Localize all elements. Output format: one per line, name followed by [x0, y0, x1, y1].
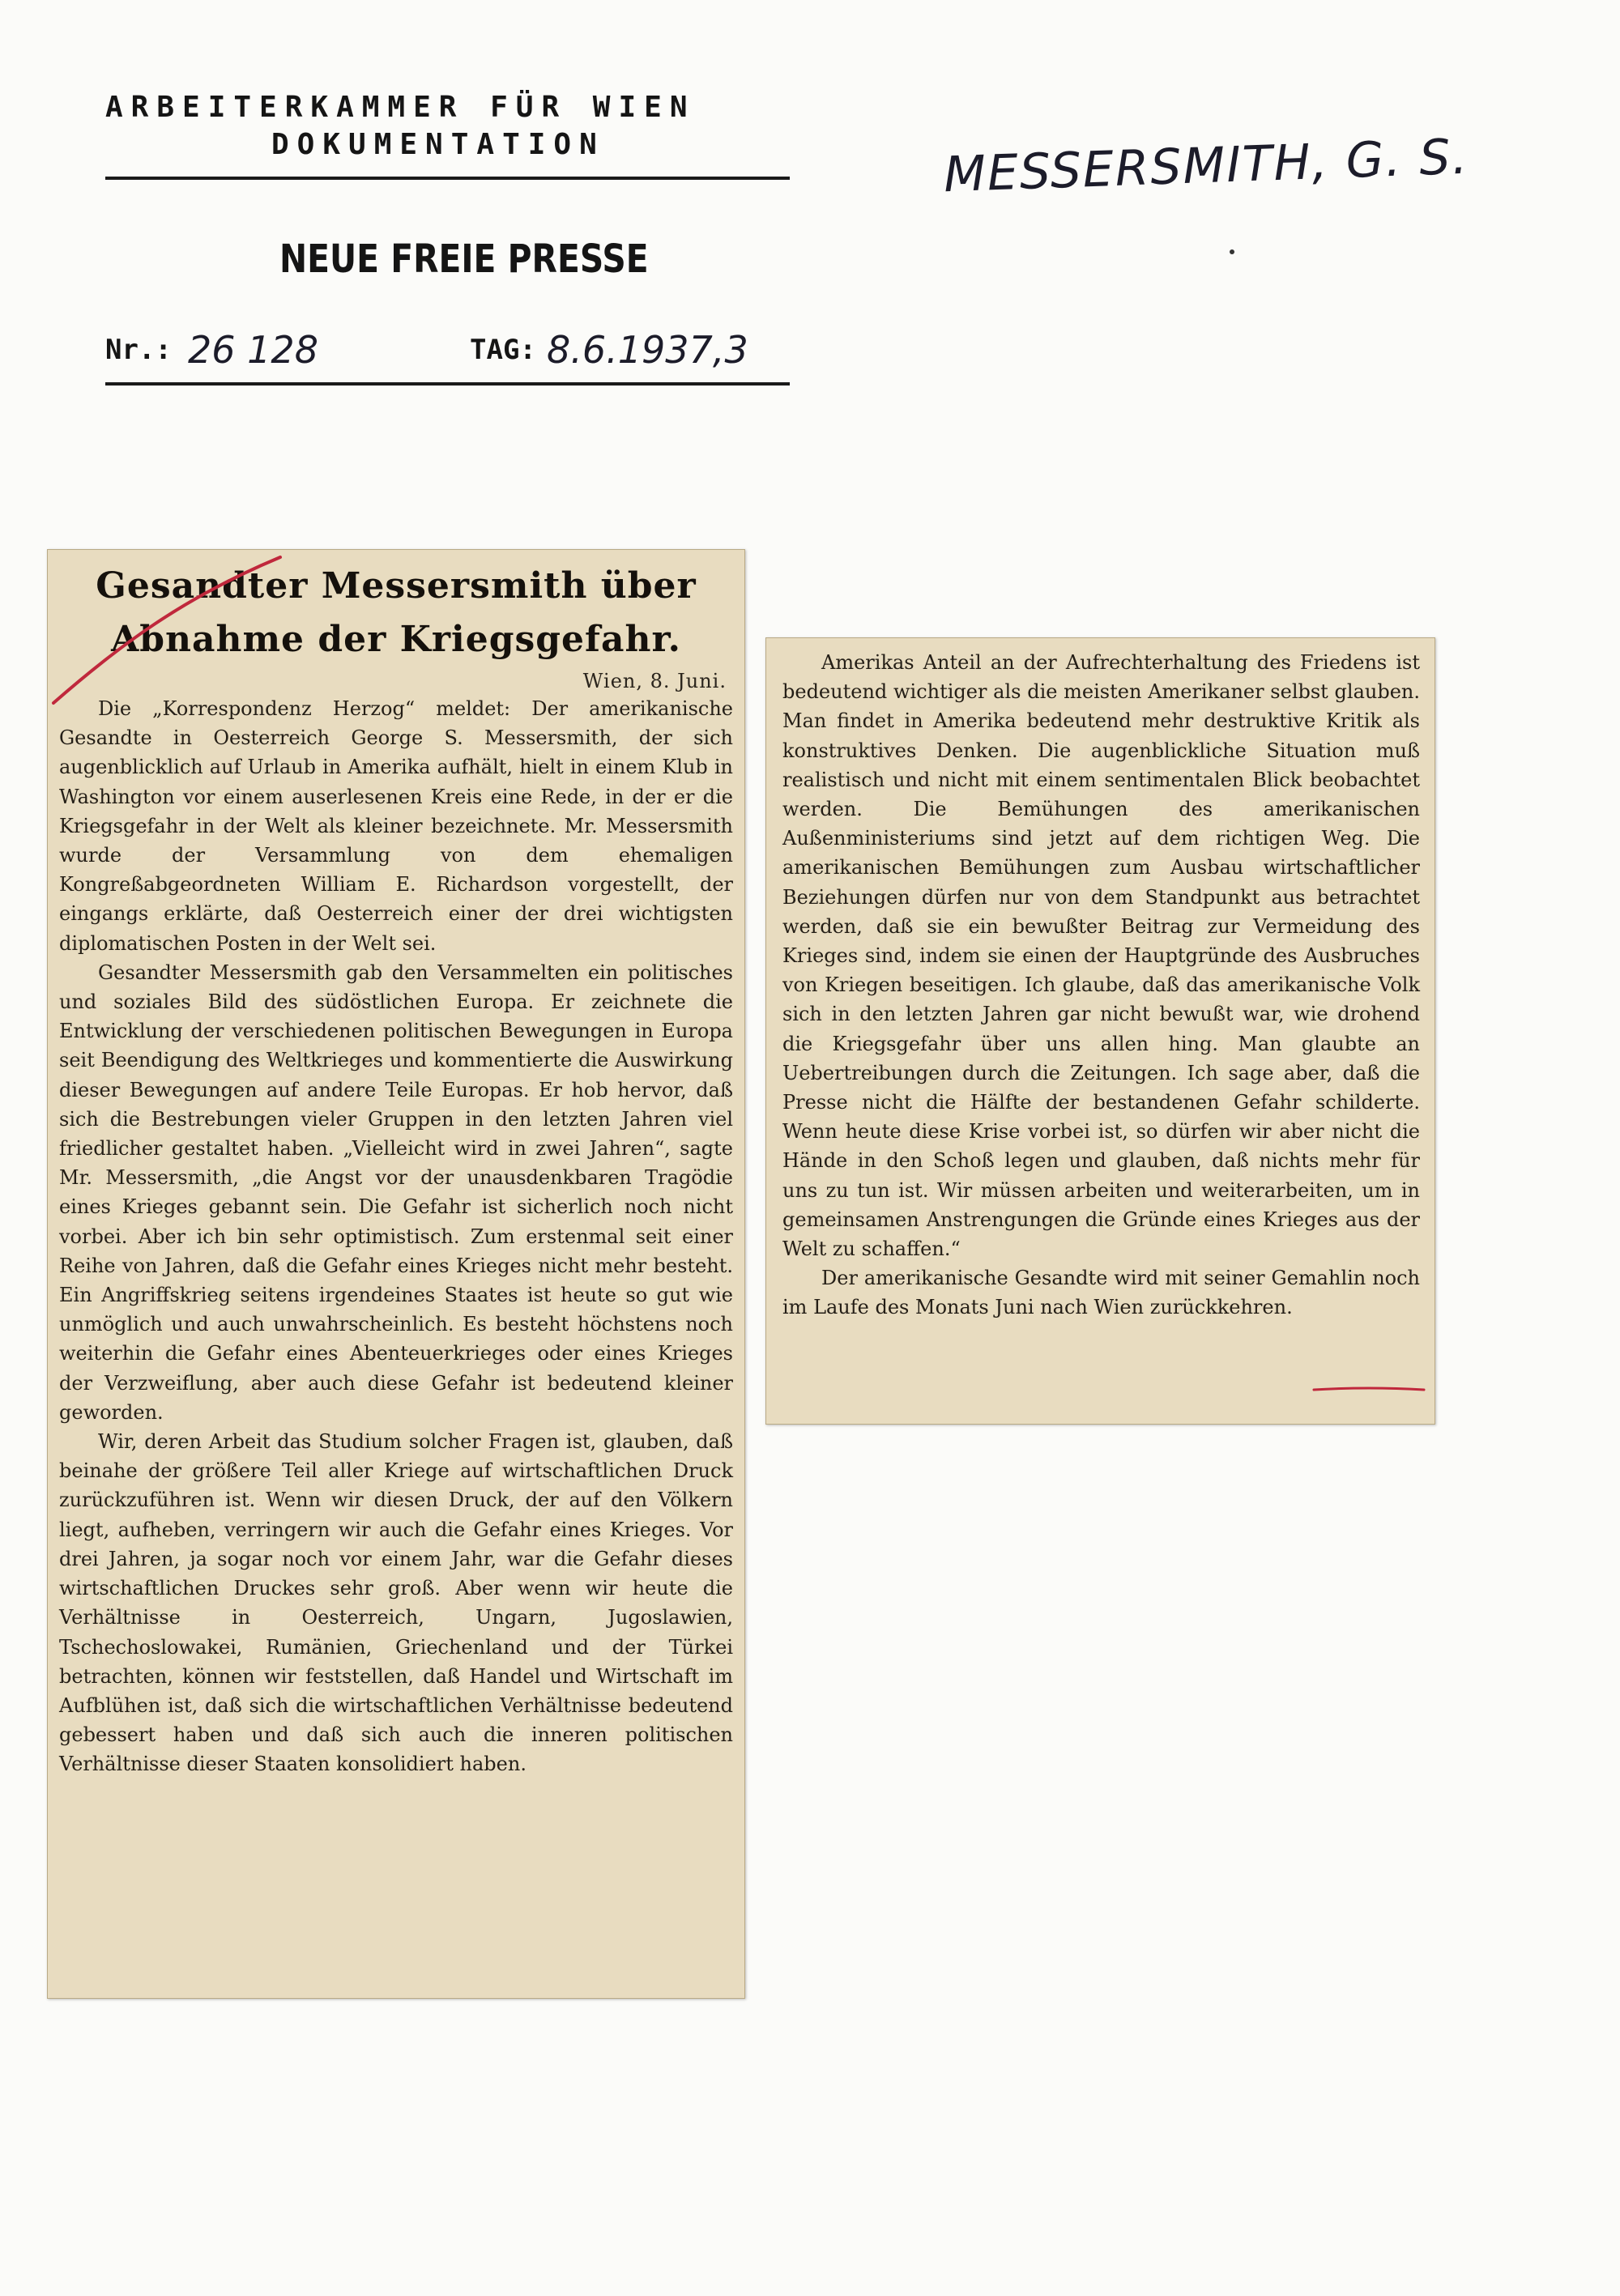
article-paragraph: Der amerikanische Gesandte wird mit seiner Gemahlin noch im Laufe des Monats Juni nach Wien zurückkehren. — [782, 1267, 1420, 1319]
issue-number-label: Nr.: — [105, 334, 172, 366]
article-body-left — [59, 694, 733, 1779]
handwritten-annotation: MESSERSMITH, G. S. — [942, 128, 1470, 204]
article-paragraph: Gesandter Messersmith gab den Versammelten ein politisches und soziales Bild des südöstlichen Europa. Er zeichnete die Entwicklung der verschiedenen politischen Bewegungen in Europa seit Beendigung des Weltkrieges und kommentierte die Auswirkung dieser Bewegungen auf andere Teile Europas. Er hob hervor, daß sich die Bestrebungen vieler Gruppen in den letzten Jahren viel friedlicher gestaltet haben. „Vielleicht wird in zwei Jahren“, sagte Mr. Messersmith, „die Angst vor der unausdenkbaren Tragödie eines Krieges gebannt sein. Die Gefahr ist sicherlich noch nicht vorbei. Aber ich bin sehr optimistisch. Zum erstenmal seit einer Reihe von Jahren, daß die Gefahr eines Krieges nicht mehr besteht. Ein Angriffskrieg seitens irgendeines Staates ist heute so gut wie unmöglich und auch unwahrscheinlich. Es besteht höchstens noch weiterhin die Gefahr eines Abenteuerkrieges oder eines Krieges der Verzweiflung, aber auch diese Gefahr ist bedeutend kleiner geworden. — [59, 961, 733, 1424]
stamp-divider-bottom — [105, 382, 790, 386]
article-paragraph: Amerikas Anteil an der Aufrechterhaltung des Friedens ist bedeutend wichtiger als die meisten Amerikaner selbst glauben. Man findet in Amerika bedeutend mehr destruktive Kritik als konstruktives Denken. Die augenblickliche Situation muß realistisch und nicht mit einem sentimentalen Blick beobachtet werden. Die Bemühungen des amerikanischen Außenministeriums sind jetzt auf dem richtigen Weg. Die amerikanischen Bemühungen zum Ausbau wirtschaftlicher Beziehungen dürfen nur von dem Standpunkt aus betrachtet werden, daß sie ein bewußter Beitrag zur Vermeidung des Krieges sind, indem sie einen der Hauptgründe des Ausbruches von Kriegen beseitigen. Ich glaube, daß das amerikanische Volk sich in den letzten Jahren gar nicht bewußt war, wie drohend die Kriegsgefahr über uns allen hing. Man glaubte an Uebertreibungen durch die Zeitungen. Ich sage aber, daß die Presse nicht die Hälfte der bestandenen Gefahr schilderte. Wenn heute diese Krise vorbei ist, so dürfen wir aber nicht die Hände in den Schoß legen und glauben, daß nichts mehr für uns zu tun ist. Wir müssen arbeiten und weiterarbeiten, um in gemeinsamen Anstrengungen die Gründe eines Krieges aus der Welt zu schaffen.“ — [782, 651, 1420, 1261]
article-body-right — [782, 648, 1420, 1323]
article-headline: Gesandter Messersmith über Abnahme der Kriegsgefahr. — [96, 565, 697, 660]
date-value: 8.6.1937,3 — [547, 328, 748, 372]
article-paragraph: Die „Korrespondenz Herzog“ meldet: Der amerikanische Gesandte in Oesterreich George S. Messersmith, der sich augenblicklich auf Urlaub in Amerika aufhält, hielt in einem Klub in Washington vor einem auserlesenen Kreis eine Rede, in der er die Kriegsgefahr in der Welt als kleiner bezeichnete. Mr. Messersmith wurde der Versammlung von dem ehemaligen Kongreßabgeordneten William E. Richardson vorgestellt, der eingangs erklärte, daß Oesterreich einer der drei wichtigsten diplomatischen Posten in der Welt sei. — [59, 697, 733, 955]
newspaper-name: NEUE FREIE PRESSE — [279, 236, 649, 282]
clipping-right-column — [765, 637, 1435, 1425]
article-paragraph: Wir, deren Arbeit das Studium solcher Fragen ist, glauben, daß beinahe der größere Teil aller Kriege auf wirtschaftlichen Druck zurückzuführen ist. Wenn wir diesen Druck, der auf den Völkern liegt, aufheben, verringern wir auch die Gefahr eines Krieges. Vor drei Jahren, ja sogar noch vor einem Jahr, war die Gefahr dieses wirtschaftlichen Druckes sehr groß. Aber wenn wir heute die Verhältnisse in Oesterreich, Ungarn, Jugoslawien, Tschechoslowakei, Rumänien, Griechenland und der Türkei betrachten, können wir feststellen, daß Handel und Wirtschaft im Aufblühen ist, daß sich die wirtschaftlichen Verhältnisse bedeutend gebessert haben und daß sich auch die inneren politischen Verhältnisse dieser Staaten konsolidiert haben. — [59, 1430, 733, 1776]
archive-stamp-department: DOKUMENTATION — [271, 128, 605, 161]
issue-number-value: 26 128 — [188, 328, 318, 372]
date-label: TAG: — [470, 334, 536, 366]
stamp-divider — [105, 177, 790, 180]
clipping-left-column — [47, 549, 745, 1999]
article-dateline: Wien, 8. Juni. — [582, 670, 727, 692]
pencil-mark — [1230, 249, 1234, 254]
archive-stamp-institution: ARBEITERKAMMER FÜR WIEN — [105, 91, 696, 124]
